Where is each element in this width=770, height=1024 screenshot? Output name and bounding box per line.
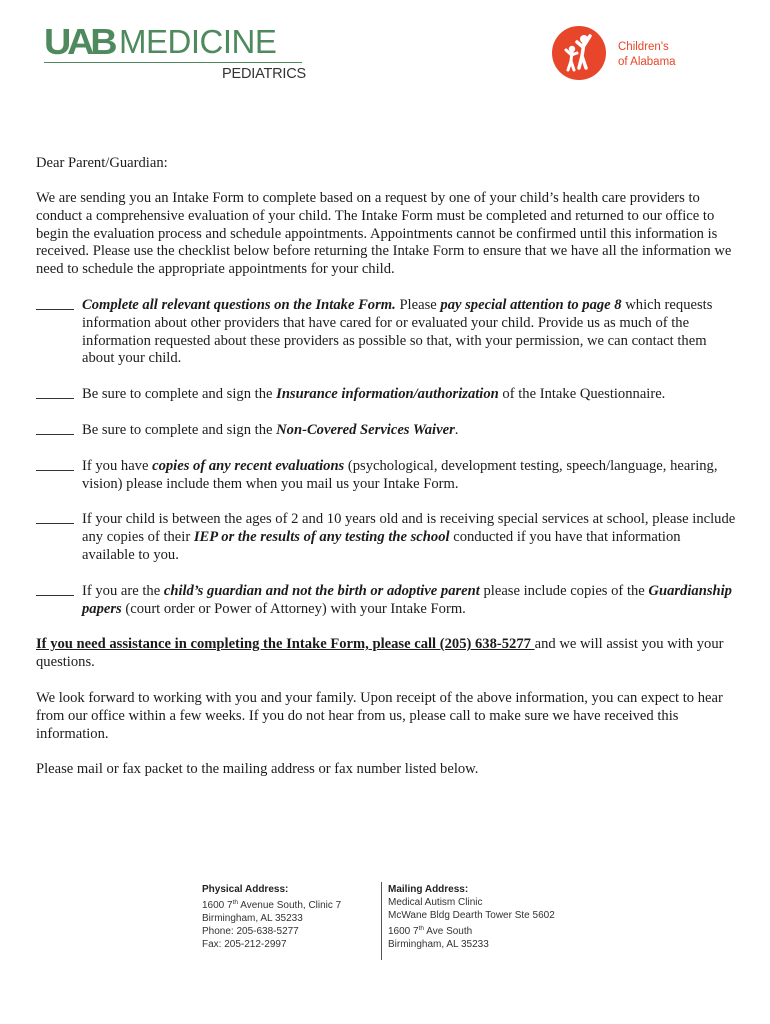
assistance-paragraph (36, 636, 736, 672)
mail-note: Please mail or fax packet to the mailing address or fax number listed below. (36, 761, 479, 777)
mailing-address-heading: Mailing Address: (388, 884, 469, 895)
intro-paragraph: We are sending you an Intake Form to complete based on a request by one of your child’s health care providers to conduct a comprehensive evaluation of your child. The Intake Form must be completed and returned to our office to begin the evaluation process and schedule appointments. Appointments cannot be confirmed until this information is received. Please use the checklist below before returning the Intake Form to ensure that we have all the information we need to schedule the appropriate appointments for your child. (36, 190, 732, 278)
text: Avenue South, Clinic 7 (238, 900, 342, 911)
checklist-item-text (82, 511, 736, 564)
checklist-item (36, 458, 736, 494)
text: Ave South (424, 926, 473, 937)
checklist-item (36, 297, 736, 368)
uab-logo-mark: UAB (44, 21, 114, 62)
childrens-of-alabama-logo (552, 26, 692, 82)
checklist-item (36, 583, 736, 619)
text: If your child is between the ages of 2 and 10 years old and is receiving special services at school, please include any copies of their (82, 511, 736, 545)
emphasis: Guardianship papers (82, 583, 732, 617)
assistance-text: and we will assist you with your questions. (36, 636, 724, 670)
physical-address-heading: Physical Address: (202, 884, 289, 895)
text: . (454, 422, 459, 438)
emphasis: pay special attention to page 8 (440, 297, 622, 313)
physical-address (202, 883, 341, 951)
physical-phone: Phone: 205-638-5277 (202, 926, 299, 937)
mailing-address-line2: McWane Bldg Dearth Tower Ste 5602 (388, 910, 555, 921)
physical-fax: Fax: 205-212-2997 (202, 939, 287, 950)
emphasis: child’s guardian and not the birth or adoptive parent (163, 583, 480, 599)
checklist-item-text (82, 458, 736, 494)
checklist-item-text (82, 422, 736, 440)
childrens-logo-text (618, 40, 676, 70)
text: Please (395, 297, 441, 313)
text: of the Intake Questionnaire. (498, 386, 666, 402)
text: th (418, 925, 425, 932)
childrens-logo-line2: of Alabama (618, 56, 676, 68)
text: (court order or Power of Attorney) with your Intake Form. (121, 600, 466, 617)
emphasis: Insurance information/authorization (276, 386, 499, 402)
uab-medicine-logo (44, 21, 306, 84)
checklist-item (36, 511, 736, 564)
checklist-item-text (82, 583, 736, 619)
childrens-figures-icon (552, 26, 606, 80)
text: Be sure to complete and sign the (82, 386, 277, 402)
mailing-address-line4: Birmingham, AL 35233 (388, 939, 489, 950)
text: 1600 7 (388, 926, 419, 937)
text: Be sure to complete and sign the (82, 422, 277, 438)
checklist-item (36, 422, 736, 440)
physical-address-line1 (202, 896, 341, 912)
text: conducted if you have that information available to you. (82, 528, 681, 563)
checklist-item-text (82, 386, 736, 404)
checklist-item-text (82, 297, 736, 368)
salutation: Dear Parent/Guardian: (36, 155, 168, 171)
closing-paragraph: We look forward to working with you and your family. Upon receipt of the above information, you can expect to hear from our office within a few weeks. If you do not hear from us, please call to make sure we have received this information. (36, 690, 723, 742)
emphasis: Non-Covered Services Waiver (276, 422, 455, 438)
text: which requests information about other providers that have cared for or evaluated your child. Provide us as much of the information requested about these providers as possible so that, with your permission, we can contact them about your child. (82, 297, 713, 367)
uab-logo-medicine: MEDICINE (119, 23, 277, 60)
mailing-address-line1: Medical Autism Clinic (388, 897, 483, 908)
mailing-address-line3 (388, 922, 555, 938)
emphasis: Complete all relevant questions on the Intake Form. (82, 297, 396, 313)
uab-logo-division: PEDIATRICS (222, 66, 306, 82)
text: 1600 7 (202, 900, 233, 911)
uab-logo-rule (44, 62, 302, 63)
text: th (232, 899, 239, 906)
childrens-logo-line1: Children's (618, 41, 669, 53)
text: If you are the (82, 583, 164, 599)
emphasis: IEP or the results of any testing the school (193, 528, 450, 545)
text: please include copies of the (479, 583, 649, 599)
mailing-address (388, 883, 555, 951)
checklist-item (36, 386, 736, 404)
text: If you have (82, 458, 153, 474)
address-divider (381, 882, 382, 960)
text: (psychological, development testing, speech/language, hearing, vision) please include them when you mail us your Intake Form. (82, 458, 718, 492)
emphasis: copies of any recent evaluations (152, 458, 345, 474)
assistance-phone-note: If you need assistance in completing the Intake Form, please call (205) 638-5277 (36, 636, 535, 652)
physical-address-line2: Birmingham, AL 35233 (202, 913, 303, 924)
